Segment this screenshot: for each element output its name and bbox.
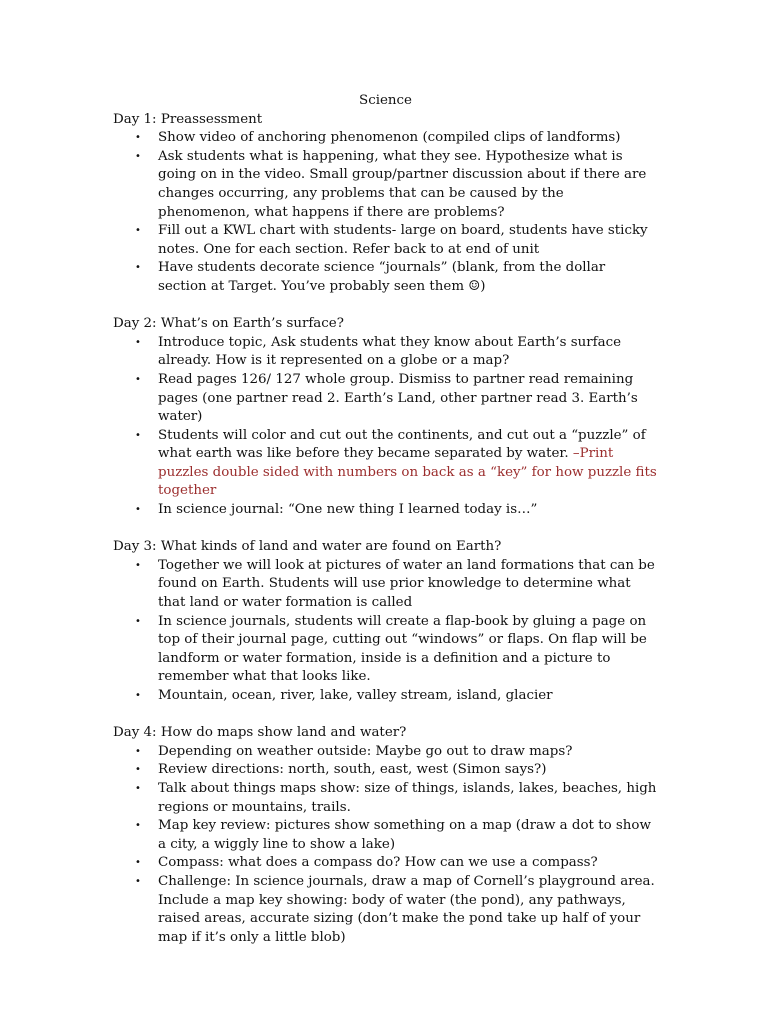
bullet-icon: •	[135, 429, 141, 441]
list-item-text: Review directions: north, south, east, west (Simon says?)	[158, 762, 547, 778]
bullet-icon: •	[135, 764, 141, 776]
day-heading: Day 4: How do maps show land and water?	[113, 725, 407, 741]
day-section	[113, 111, 658, 297]
list-item	[113, 222, 658, 259]
bullet-icon: •	[135, 745, 141, 757]
day-section	[113, 538, 658, 705]
teacher-note: –Print puzzles double sided with numbers on back as a “key” for how puzzle fits together	[158, 446, 657, 499]
bullet-list	[113, 334, 658, 520]
list-item-text: Mountain, ocean, river, lake, valley stream, island, glacier	[158, 688, 553, 703]
list-item	[113, 780, 658, 817]
list-item	[113, 371, 658, 427]
list-item	[113, 854, 658, 873]
list-item	[113, 873, 658, 947]
list-item	[113, 743, 658, 762]
list-item-text: Have students decorate science “journals” (blank, from the dollar section at Target. You’ve probably seen them ☺)	[158, 260, 606, 294]
list-item	[113, 687, 658, 706]
bullet-icon: •	[135, 615, 141, 627]
bullet-icon: •	[135, 857, 141, 869]
list-item	[113, 501, 658, 520]
list-item	[113, 148, 658, 222]
list-item	[113, 817, 658, 854]
list-item-text: In science journals, students will create a flap-book by gluing a page on top of their journal page, cutting out “windows” or flaps. On flap will be landform or water formation, inside is a definition and a picture to remember what that looks like.	[158, 613, 647, 685]
list-item-text: Ask students what is happening, what they see. Hypothesize what is going on in the video. Small group/partner discussion about if there are changes occurring, any problems that can be caused by the phenomenon, what happens if there are problems?	[158, 148, 647, 220]
list-item-text: In science journal: “One new thing I learned today is…”	[158, 502, 538, 518]
bullet-icon: •	[135, 782, 141, 794]
list-item-text: Talk about things maps show: size of things, islands, lakes, beaches, high regions or mountains, trails.	[158, 780, 657, 815]
bullet-list	[113, 129, 658, 296]
bullet-icon: •	[135, 559, 141, 571]
list-item	[113, 427, 658, 501]
day-heading: Day 3: What kinds of land and water are found on Earth?	[113, 539, 502, 555]
list-item	[113, 613, 658, 687]
bullet-icon: •	[135, 373, 141, 385]
list-item	[113, 557, 658, 613]
bullet-icon: •	[135, 690, 141, 701]
bullet-icon: •	[135, 875, 141, 887]
day-heading: Day 2: What’s on Earth’s surface?	[113, 316, 344, 332]
day-section	[113, 724, 658, 947]
bullet-icon: •	[135, 504, 141, 516]
bullet-list	[113, 743, 658, 948]
list-item-text: Depending on weather outside: Maybe go out to draw maps?	[158, 743, 573, 759]
bullet-icon: •	[135, 820, 141, 832]
bullet-icon: •	[135, 336, 141, 348]
list-item-text: Fill out a KWL chart with students- large on board, students have sticky notes. One for each section. Refer back to at end of unit	[158, 223, 648, 257]
bullet-icon: •	[135, 150, 141, 162]
list-item	[113, 129, 658, 148]
day-section	[113, 315, 658, 520]
day-sections	[113, 111, 658, 948]
document-content	[113, 92, 658, 966]
list-item	[113, 334, 658, 371]
list-item-text: Together we will look at pictures of water an land formations that can be found on Earth. Students will use prior knowledge to determine what that land or water formation is called	[158, 557, 655, 611]
bullet-icon: •	[135, 262, 141, 274]
list-item-text: Map key review: pictures show something on a map (draw a dot to show a city, a wiggly line to show a lake)	[158, 818, 651, 852]
bullet-list	[113, 557, 658, 706]
bullet-icon: •	[135, 132, 141, 144]
page-title: Science	[359, 93, 412, 108]
list-item-text: Show video of anchoring phenomenon (compiled clips of landforms)	[158, 130, 621, 146]
list-item	[113, 761, 658, 780]
list-item-text: Students will color and cut out the continents, and cut out a “puzzle” of what earth was like before they became separated by water.	[158, 427, 646, 462]
day-heading: Day 1: Preassessment	[113, 111, 263, 127]
list-item-text: Read pages 126/ 127 whole group. Dismiss to partner read remaining pages (one partner read 2. Earth’s Land, other partner read 3. Earth’s water)	[158, 371, 638, 425]
list-item-text: Compass: what does a compass do? How can we use a compass?	[158, 855, 598, 871]
list-item-text: Challenge: In science journals, draw a map of Cornell’s playground area. Include a map key showing: body of water (the pond), any pathways, raised areas, accurate sizing (don’t make the pond take up half of your map if it’s only a little blob)	[158, 873, 655, 945]
list-item	[113, 259, 658, 296]
list-item-text: Introduce topic, Ask students what they know about Earth’s surface already. How is it represented on a globe or a map?	[158, 334, 622, 369]
bullet-icon: •	[135, 225, 141, 237]
